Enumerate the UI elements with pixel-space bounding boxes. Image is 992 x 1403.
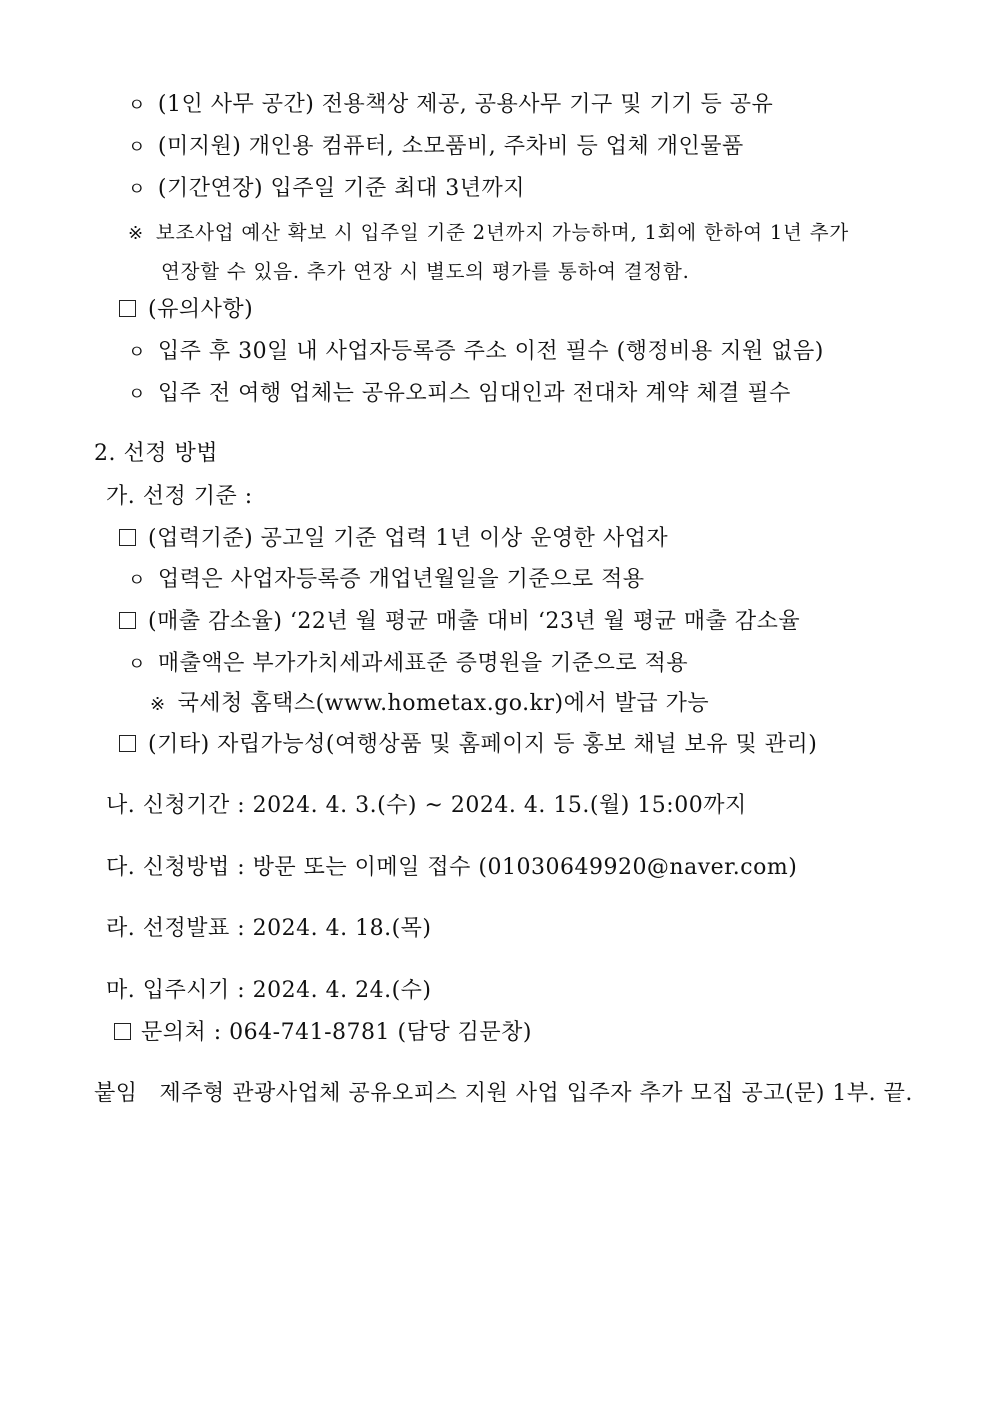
criteria-sales-ref	[150, 690, 709, 719]
bullet-marker: ㅇ	[128, 137, 146, 158]
criteria-heading: 가. 선정 기준 :	[106, 484, 253, 509]
reference-mark-icon: ※	[128, 223, 144, 244]
bullet-marker: ㅇ	[128, 342, 146, 363]
not-supported-text: (미지원) 개인용 컴퓨터, 소모품비, 주차비 등 업체 개인물품	[157, 134, 744, 159]
extension-item	[128, 175, 525, 204]
criteria-sales-note	[128, 650, 688, 679]
office-space-item	[128, 91, 773, 120]
selection-heading: 2. 선정 방법	[94, 441, 218, 466]
criteria-years-text: (업력기준) 공고일 기준 업력 1년 이상 운영한 사업자	[148, 526, 669, 551]
bullet-marker: ㅇ	[128, 570, 146, 591]
bullet-marker: ㅇ	[128, 654, 146, 675]
checkbox-square-icon	[119, 529, 136, 546]
extension-note-line1: 보조사업 예산 확보 시 입주일 기준 2년까지 가능하며, 1회에 한하여 1년 추가	[155, 221, 849, 244]
criteria-sales-text: (매출 감소율) ‘22년 월 평균 매출 대비 ‘23년 월 평균 매출 감소율	[148, 609, 801, 634]
criteria-sales	[119, 608, 800, 636]
criteria-other	[119, 731, 817, 759]
application-method: 다. 신청방법 : 방문 또는 이메일 접수 (01030649920@naver.com)	[106, 855, 798, 880]
criteria-sales-note-text: 매출액은 부가가치세과세표준 증명원을 기준으로 적용	[157, 651, 689, 676]
bullet-marker: ㅇ	[128, 179, 146, 200]
move-in-date: 마. 입주시기 : 2024. 4. 24.(수)	[106, 978, 432, 1003]
selection-announcement: 라. 선정발표 : 2024. 4. 18.(목)	[106, 916, 432, 941]
notice-item-1	[128, 338, 824, 367]
notice-item-2-text: 입주 전 여행 업체는 공유오피스 임대인과 전대차 계약 체결 필수	[157, 381, 791, 406]
bullet-marker: ㅇ	[128, 384, 146, 405]
reference-mark-icon: ※	[150, 694, 166, 715]
attachment-text: 제주형 관광사업체 공유오피스 지원 사업 입주자 추가 모집 공고(문) 1부. 끝.	[159, 1081, 913, 1106]
notice-title	[119, 296, 253, 324]
extension-note	[128, 219, 849, 248]
bullet-marker: ㅇ	[128, 95, 146, 116]
contact-info	[114, 1019, 532, 1047]
notice-item-2	[128, 380, 791, 409]
attachment-line	[94, 1080, 913, 1108]
notice-item-1-text: 입주 후 30일 내 사업자등록증 주소 이전 필수 (행정비용 지원 없음)	[157, 339, 824, 364]
checkbox-square-icon	[119, 300, 136, 317]
criteria-sales-ref-text: 국세청 홈택스(www.hometax.go.kr)에서 발급 가능	[177, 691, 710, 716]
extension-text: (기간연장) 입주일 기준 최대 3년까지	[157, 176, 526, 201]
extension-note-line2: 연장할 수 있음. 추가 연장 시 별도의 평가를 통하여 결정함.	[161, 260, 690, 283]
office-space-text: (1인 사무 공간) 전용책상 제공, 공용사무 기구 및 기기 등 공유	[157, 92, 774, 117]
not-supported-item	[128, 133, 744, 162]
criteria-years	[119, 525, 668, 553]
checkbox-square-icon	[119, 612, 136, 629]
criteria-years-note-text: 업력은 사업자등록증 개업년월일을 기준으로 적용	[157, 567, 645, 592]
criteria-years-note	[128, 566, 645, 595]
checkbox-square-icon	[114, 1023, 131, 1040]
attachment-label: 붙임	[94, 1081, 138, 1106]
contact-text: 문의처 : 064-741-8781 (담당 김문창)	[141, 1020, 532, 1045]
checkbox-square-icon	[119, 735, 136, 752]
criteria-other-text: (기타) 자립가능성(여행상품 및 홈페이지 등 홍보 채널 보유 및 관리)	[148, 732, 818, 757]
application-period: 나. 신청기간 : 2024. 4. 3.(수) ~ 2024. 4. 15.(월) 15:00까지	[106, 793, 747, 818]
notice-title-text: (유의사항)	[148, 297, 254, 322]
